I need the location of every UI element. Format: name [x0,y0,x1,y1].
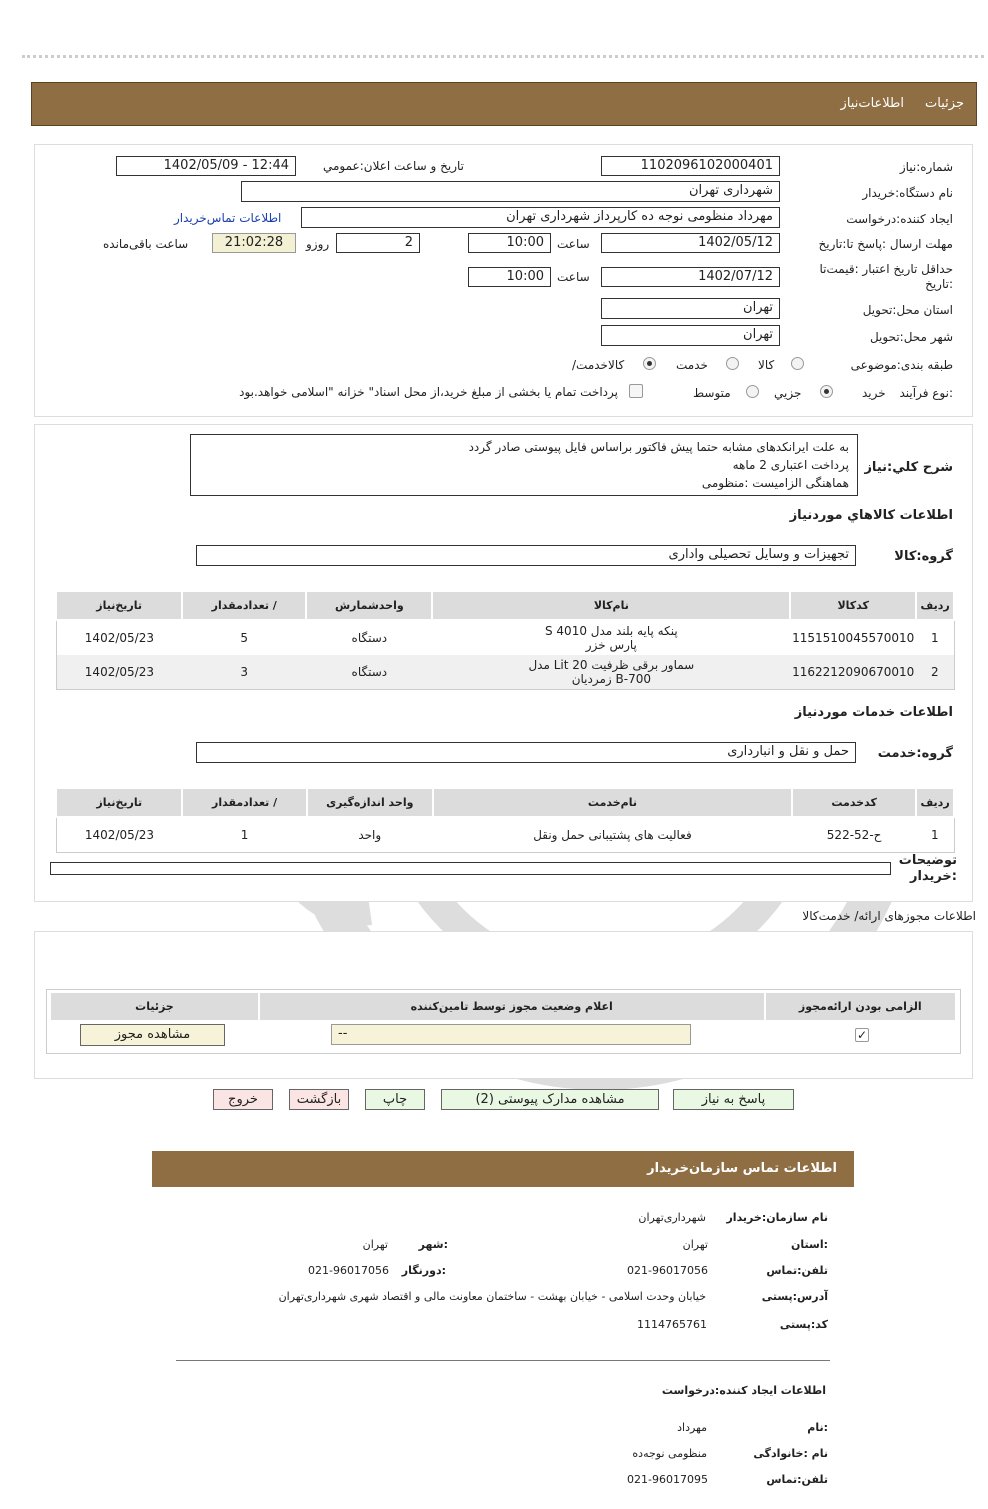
validity-time-field: 10:00 [468,267,551,287]
view-license-button[interactable]: مشاهده مجوز [80,1024,225,1046]
category-goods-label: کالا [758,358,775,372]
remaining-timer: 21:02:28 [212,233,296,253]
description-box [190,434,858,496]
goods-row-code: 1151510045570010 [792,631,915,645]
back-button[interactable]: بازگشت [289,1089,349,1110]
creator-name-label: :نام [807,1421,828,1434]
validity-time-label: ساعت [557,270,590,284]
license-col-details: جزئیات [50,992,259,1021]
goods-row-unit: دستگاه [306,655,432,690]
creator-family-value: منظومی نوجه‌ده [632,1447,707,1460]
process-label: نوع فرآیند: [899,386,953,400]
process-medium-radio[interactable] [746,385,759,398]
creator-phone-label: تلفن:تماس [766,1473,828,1486]
goods-row-index: 2 [916,655,954,690]
services-row-index: 1 [931,828,939,842]
tab-details[interactable]: جزئیات [925,96,964,111]
contact-fax-label: :دورنگار [401,1264,446,1277]
creator-family-label: نام :خانوادگی [753,1447,828,1460]
deadline-time-label: ساعت [557,237,590,251]
license-required-checkbox: ✓ [856,1028,868,1042]
buyer-notes-label: توضیحات :خریدار [898,853,957,884]
license-col-status: اعلام وضعیت مجوز توسط تامین‌کننده [259,992,765,1021]
goods-col-row: ردیف [916,591,954,620]
days-label: روزو [306,237,330,251]
goods-row-qty: 3 [182,655,306,690]
services-section-title: اطلاعات خدمات موردنیاز [794,705,953,720]
process-medium-label: متوسط [693,386,731,400]
contact-divider [176,1360,830,1361]
announce-field: 1402/05/09 - 12:44 [116,156,296,176]
treasury-payment-checkbox[interactable] [629,384,643,398]
days-field: 2 [336,233,420,253]
goods-row-qty: 5 [240,631,249,645]
contact-title: اطلاعات تماس سازمان‌خریدار [647,1161,837,1176]
deadline-time-field: 10:00 [468,233,551,253]
goods-row-date: 1402/05/23 [84,631,154,645]
contact-phone-label: تلفن:تماس [766,1264,828,1277]
contact-city-label: :شهر [418,1238,448,1251]
goods-row-name-line2: B-700 زمردیان [571,672,651,686]
contact-city-value: تهران [362,1238,388,1251]
creator-name-value: مهرداد [677,1421,707,1434]
process-buy-label: خرید [862,386,886,400]
category-label: طبقه بندی:موضوعی [850,358,953,372]
goods-col-unit: واحدشمارش [306,591,432,620]
creator-section-title: اطلاعات ایجاد کننده:درخواست [661,1384,826,1397]
contact-org-label: نام سازمان:خریدار [726,1211,828,1224]
province-field: تهران [601,298,780,319]
license-status-field[interactable]: -- [331,1024,691,1045]
goods-row-date: 1402/05/23 [56,655,182,690]
table-row [56,620,954,655]
need-number-label: شماره:نیاز [899,160,953,174]
description-label: شرح کلي:نیاز [864,460,953,475]
contact-postal-label: کد:پستی [779,1318,828,1331]
contact-address-label: آدرس:پستی [761,1290,828,1303]
goods-row-name-line1: سماور برقی ظرفیت 20 Lit مدل [528,658,695,672]
goods-row-name [432,620,790,655]
goods-table-header [56,591,954,620]
contact-address-value: خیابان وحدت اسلامی - خیابان بهشت - ساختمان معاونت مالی و اقتصاد شهری شهرداری‌تهران [278,1290,706,1303]
services-col-qty: / تعدادمقدار [182,788,306,817]
goods-table [55,590,955,690]
remaining-label: ساعت باقی‌مانده [103,237,189,251]
category-service-radio[interactable] [726,357,739,370]
contact-header [152,1151,854,1187]
contact-phone-value: 021-96017056 [627,1264,708,1277]
goods-row-code: 1162212090670010 [790,655,916,690]
goods-col-code: کدکالا [790,591,916,620]
goods-row-name [432,655,790,690]
print-button[interactable]: چاپ [365,1089,425,1110]
category-service-label: خدمت [676,358,708,372]
top-dotted-divider [22,55,984,58]
city-field: تهران [601,325,780,346]
goods-row-index: 1 [931,631,939,645]
services-row-unit: واحد [358,828,382,842]
attachments-button[interactable]: مشاهده مدارک پیوستی (2) [441,1089,659,1110]
category-both-label: /کالاخدمت [572,358,625,372]
services-group-field: حمل و نقل و انبارداری [196,742,856,763]
buyer-notes-field [50,862,891,875]
table-row [56,655,954,690]
deadline-label: مهلت ارسال :پاسخ تا:تاریخ [818,237,953,251]
license-table-header [50,992,956,1021]
buyer-contact-link[interactable]: اطلاعات تماس‌خریدار [174,211,282,225]
services-table [55,787,955,853]
creator-label: ایجاد کننده:درخواست [846,212,953,226]
goods-section-title: اطلاعات کالاهاي موردنیاز [789,508,953,523]
table-row [56,817,954,853]
goods-group-label: گروه:کالا [894,549,953,564]
contact-fax-value: 021-96017056 [308,1264,389,1277]
reply-button[interactable]: پاسخ به نیاز [673,1089,794,1110]
description-line-3: هماهنگی الزامیست :منظومی [701,476,849,490]
deadline-date-field: 1402/05/12 [601,233,780,253]
validity-label: حداقل تاریخ اعتبار :قیمت‌تا :تاریخ [819,262,953,291]
services-row-code: ح-52-522 [826,828,882,842]
services-row-name: فعالیت های پشتیبانی حمل ونقل [533,828,692,842]
creator-field: مهرداد منظومی نوجه ده کارپرداز شهرداری تهران [301,207,780,228]
goods-col-date: تاریخ‌نیاز [56,591,182,620]
buyer-label: نام دستگاه:خریدار [862,186,953,200]
province-label: استان محل:تحویل [862,303,953,317]
goods-row-name-line2: پارس خزر [585,638,637,652]
contact-province-value: تهران [682,1238,708,1251]
contact-postal-value: 1114765761 [637,1318,707,1331]
exit-button[interactable]: خروج [213,1089,273,1110]
tab-need-info[interactable]: اطلاعات‌نیاز [840,96,904,111]
services-table-header [56,788,954,817]
services-col-name: نام‌خدمت [433,788,792,817]
page-header [31,82,977,126]
services-col-unit: واحد اندازه‌گیری [307,788,433,817]
goods-row-unit: دستگاه [351,631,388,645]
license-col-required: الزامی بودن ارائه‌مجوز [765,992,956,1021]
validity-date-field: 1402/07/12 [601,267,780,287]
goods-row-name-line1: پنکه پایه بلند مدل 4010 S [544,624,678,638]
contact-province-label: :استان [791,1238,828,1251]
services-col-code: کدخدمت [792,788,916,817]
services-group-label: گروه:خدمت [877,746,953,761]
process-minor-label: جزیي [774,386,802,400]
description-line-2: پرداخت اعتباری 2 ماهه [732,458,849,472]
services-col-date: تاریخ‌نیاز [56,788,182,817]
creator-phone-value: 021-96017095 [627,1473,708,1486]
treasury-payment-note: پرداخت تمام یا بخشی از مبلغ خرید،از محل اسناد" خزانه "اسلامی خواهد.بود [239,385,618,399]
goods-col-qty: / تعدادمقدار [182,591,306,620]
need-number-field: 1102096102000401 [601,156,780,176]
services-row-date: 1402/05/23 [84,828,155,842]
services-col-row: ردیف [916,788,954,817]
goods-col-name: نام‌کالا [432,591,790,620]
license-section-title: اطلاعات مجوزهای ارائه/ خدمت‌کالا [802,909,976,923]
services-row-qty: 1 [240,828,249,842]
buyer-field: شهرداری تهران [241,181,780,202]
process-minor-radio[interactable] [820,385,833,398]
goods-group-field: تجهیزات و وسایل تحصیلی واداری [196,545,856,566]
city-label: شهر محل:تحویل [869,330,953,344]
description-line-1: به علت ایرانکدهای مشابه حتما پیش فاکتور براساس فایل پیوستی صادر گردد [468,440,849,454]
category-goods-radio[interactable] [791,357,804,370]
announce-label: تاریخ و ساعت اعلان:عمومي [322,159,464,173]
category-both-radio[interactable] [643,357,656,370]
contact-org-value: شهرداری‌تهران [638,1211,706,1224]
